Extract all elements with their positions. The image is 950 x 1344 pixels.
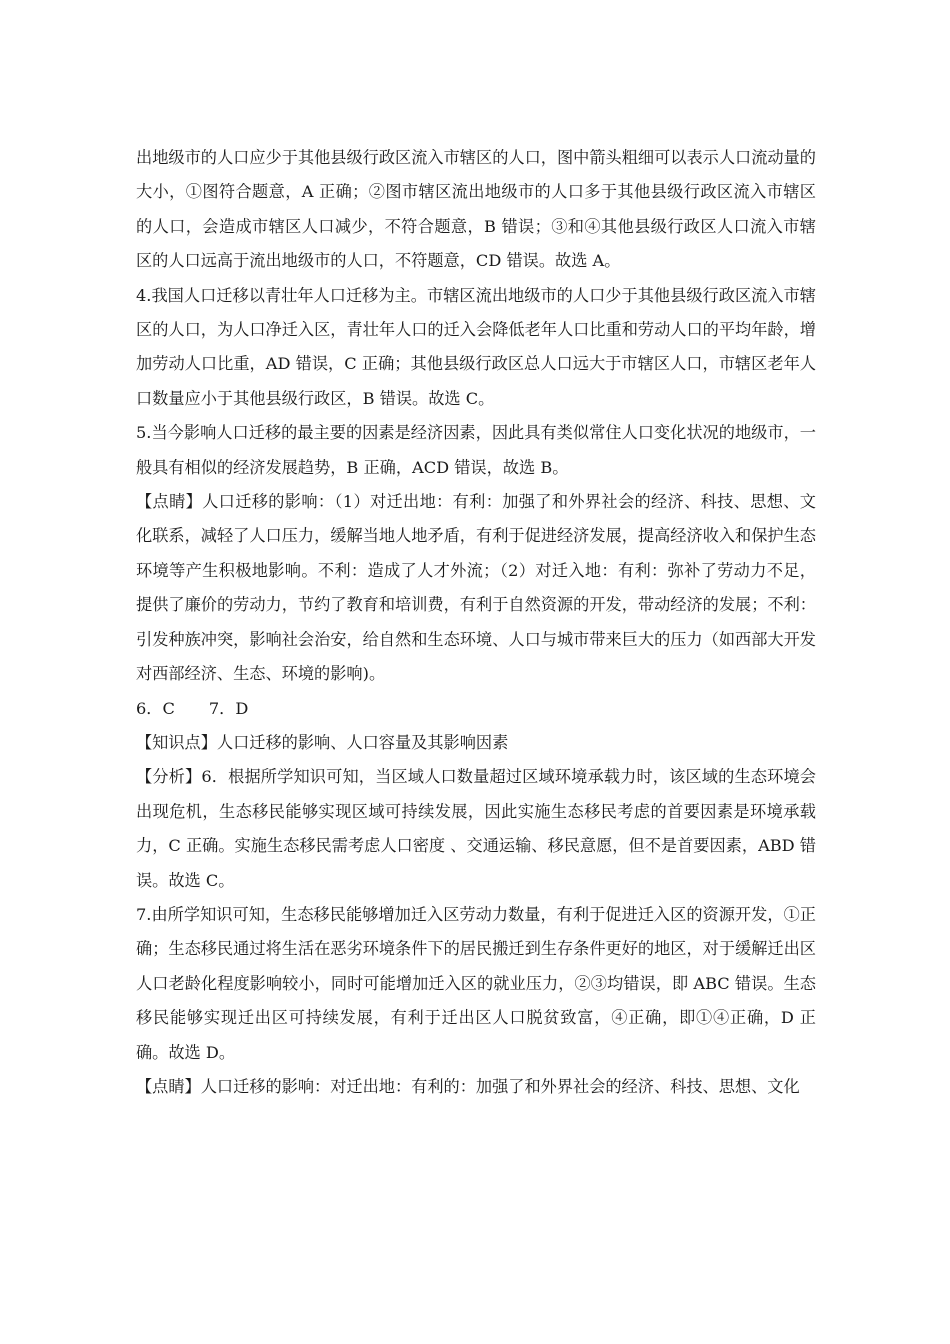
paragraph-tip-migration-impact: 【点睛】人口迁移的影响：（1）对迁出地：有利：加强了和外界社会的经济、科技、思想、文化联系，减轻了人口压力，缓解当地人地矛盾，有利于促进经济发展，提高经济收入和保护生态环境等产生积极地影响。不利：造成了人才外流；（2）对迁入地：有利：弥补了劳动力不足，提供了廉价的劳动力，节约了教育和培训费，有利于自然资源的开发，带动经济的发展；不利：引发种族冲突，影响社会治安，给自然和生态环境、人口与城市带来巨大的压力（如西部大开发对西部经济、生态、环境的影响)。 [136, 492, 816, 684]
answers-line [136, 692, 816, 726]
paragraph-q5-explanation: 5.当今影响人口迁移的最主要的因素是经济因素，因此具有类似常住人口变化状况的地级市，一般具有相似的经济发展趋势，B 正确，ACD 错误，故选 B。 [136, 423, 816, 477]
paragraph-q3-continued: 出地级市的人口应少于其他县级行政区流入市辖区的人口，图中箭头粗细可以表示人口流动量的大小，①图符合题意，A 正确；②图市辖区流出地级市的人口多于其他县级行政区流入市辖区的人口，会造成市辖区人口减少，不符合题意，B 错误；③和④其他县级行政区人口流入市辖区的人口远高于流出地级市的人口，不符题意，CD 错误。故选 A。 [136, 148, 816, 271]
paragraph-q7-analysis: 7.由所学知识可知，生态移民能够增加迁入区劳动力数量，有利于促进迁入区的资源开发，①正确；生态移民通过将生活在恶劣环境条件下的居民搬迁到生存条件更好的地区，对于缓解迁出区人口老龄化程度影响较小，同时可能增加迁入区的就业压力，②③均错误，即 ABC 错误。生态移民能够实现迁出区可持续发展，有利于迁出区人口脱贫致富，④正确，即①④正确，D 正确。故选 D。 [136, 904, 816, 1062]
paragraph-q6-analysis: 【分析】6．根据所学知识可知，当区域人口数量超过区域环境承载力时，该区域的生态环境会出现危机，生态移民能够实现区域可持续发展，因此实施生态移民考虑的首要因素是环境承载力，C 正确。实施生态移民需考虑人口密度 、交通运输、移民意愿，但不是首要因素，ABD 错误。故选 C。 [136, 767, 816, 890]
paragraph-knowledge-points: 【知识点】人口迁移的影响、人口容量及其影响因素 [136, 732, 509, 752]
paragraph-tip-migration-impact-2: 【点睛】人口迁移的影响：对迁出地：有利的：加强了和外界社会的经济、科技、思想、文化 [136, 1076, 800, 1096]
paragraph-q4-explanation: 4.我国人口迁移以青壮年人口迁移为主。市辖区流出地级市的人口少于其他县级行政区流入市辖区的人口，为人口净迁入区，青壮年人口的迁入会降低老年人口比重和劳动人口的平均年龄，增加劳动人口比重，AD 错误，C 正确；其他县级行政区总人口远大于市辖区人口，市辖区老年人口数量应小于其他县级行政区，B 错误。故选 C。 [136, 285, 816, 408]
answer-q6: 6．C [136, 698, 175, 718]
document-body [136, 141, 816, 1104]
answer-q7: 7．D [208, 698, 249, 718]
